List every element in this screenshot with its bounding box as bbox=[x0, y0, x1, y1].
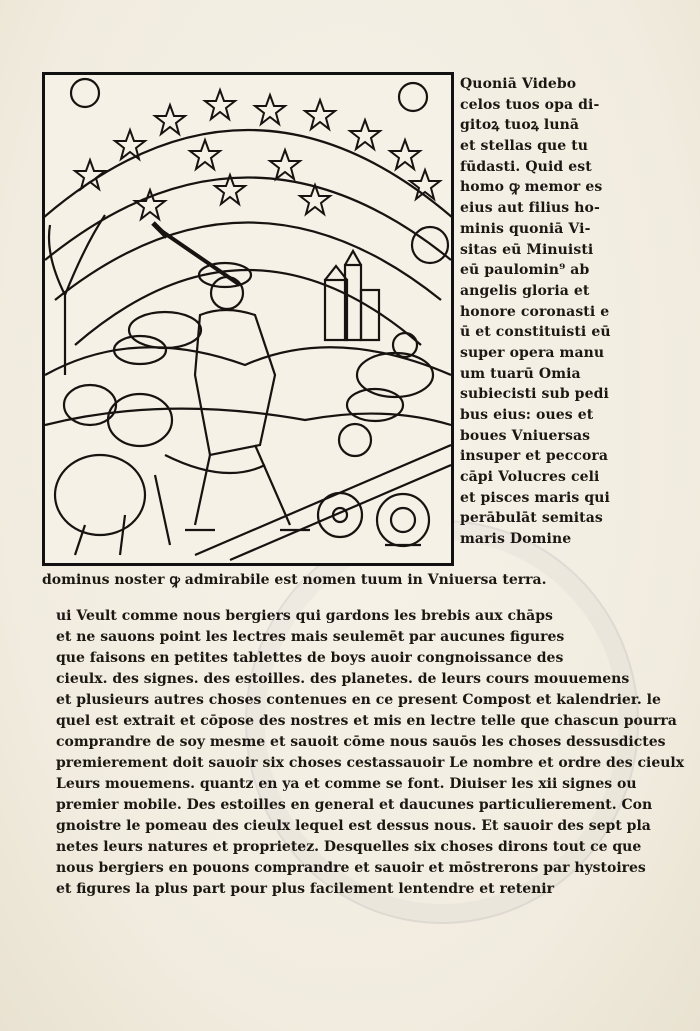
woodcut-illustration bbox=[42, 72, 454, 566]
psalm-line: eū paulomin⁹ ab bbox=[460, 262, 590, 279]
psalm-line: subiecisti sub pedi bbox=[460, 386, 609, 403]
psalm-line: bus eius: oues et bbox=[460, 407, 594, 423]
body-line: premierement doit sauoir six choses cestassauoir Le nombre et ordre des cieulx bbox=[56, 755, 685, 771]
psalm-line: sitas eū Minuisti bbox=[460, 241, 594, 258]
body-line: quel est extrait et cōpose des nostres et mis en lectre telle que chascun pourra bbox=[56, 713, 677, 729]
psalm-line: et stellas que tu bbox=[460, 138, 589, 155]
psalm-closing-line: dominus noster ꝙ admirabile est nomen tuum in Vniuersa terra. bbox=[42, 572, 547, 588]
psalm-line: super opera manu bbox=[460, 344, 605, 361]
body-line: ui Veult comme nous bergiers qui gardons les brebis aux chāps bbox=[56, 608, 553, 624]
body-line: gnoistre le pomeau des cieulx lequel est dessus nous. Et sauoir des sept pla bbox=[56, 818, 651, 834]
body-paragraph bbox=[56, 606, 685, 900]
body-line: cieulx. des signes. des estoilles. des planetes. de leurs cours mouuemens bbox=[56, 671, 630, 687]
psalm-line: cāpi Volucres celi bbox=[460, 469, 600, 486]
body-line: premier mobile. Des estoilles en general et daucunes particulierement. Con bbox=[56, 797, 653, 813]
psalm-line: maris Domine bbox=[460, 531, 572, 548]
psalm-line: insuper et peccora bbox=[460, 448, 609, 465]
body-line: et figures la plus part pour plus facilement lentendre et retenir bbox=[56, 881, 554, 897]
psalm-line: minis quoniā Vi‑ bbox=[460, 220, 591, 237]
psalm-line: homo ꝙ memor es bbox=[460, 179, 603, 196]
psalm-line: angelis gloria et bbox=[460, 282, 590, 299]
body-line: Leurs mouemens. quantz en ya et comme se font. Diuiser les xii signes ou bbox=[56, 776, 637, 792]
psalm-line: perābulāt semitas bbox=[460, 510, 603, 527]
psalm-line: ū et constituisti eū bbox=[460, 324, 611, 341]
psalm-column bbox=[460, 74, 610, 550]
psalm-line: boues Vniuersas bbox=[460, 427, 591, 444]
body-line: netes leurs natures et proprietez. Desquelles six choses dirons tout ce que bbox=[56, 839, 642, 855]
body-line: nous bergiers en pouons comprandre et sauoir et mōstrerons par hystoires bbox=[56, 860, 646, 876]
body-line: que faisons en petites tablettes de boys auoir congnoissance des bbox=[56, 650, 564, 666]
body-line: comprandre de soy mesme et sauoit cōme nous sauōs les choses dessusdictes bbox=[56, 734, 666, 750]
psalm-line: honore coronasti e bbox=[460, 303, 610, 320]
psalm-line: eius aut filius ho‑ bbox=[460, 200, 600, 217]
psalm-line: celos tuos opa di‑ bbox=[460, 96, 600, 113]
psalm-line: et pisces maris qui bbox=[460, 489, 610, 506]
psalm-line: um tuarū Omia bbox=[460, 365, 581, 382]
body-line: et plusieurs autres choses contenues en ce present Compost et kalendrier. le bbox=[56, 692, 661, 708]
body-line: et ne sauons point les lectres mais seulemēt par aucunes figures bbox=[56, 629, 565, 645]
psalm-line: gitoꝝ tuoꝝ lunā bbox=[460, 117, 580, 134]
psalm-line: Quoniā Videbo bbox=[460, 76, 577, 92]
psalm-line: fūdasti. Quid est bbox=[460, 158, 592, 175]
woodcut-shepherd-scene bbox=[45, 75, 451, 563]
